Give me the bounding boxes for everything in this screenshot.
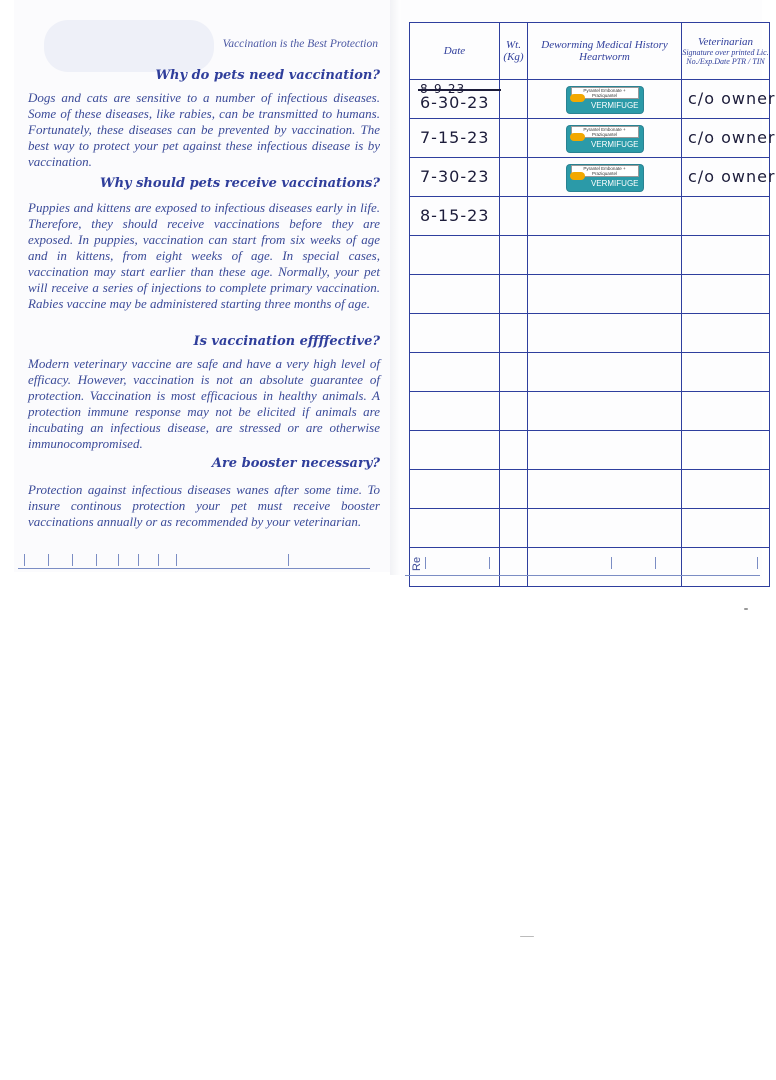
table-row xyxy=(410,80,770,119)
watermark-logo xyxy=(44,20,214,72)
vet-signature: c/o owner xyxy=(688,89,776,108)
header-date: Date xyxy=(410,23,500,80)
deworming-cell xyxy=(528,197,682,236)
weight-cell xyxy=(500,431,528,470)
weight-cell xyxy=(500,353,528,392)
vermifuge-sticker xyxy=(567,126,643,152)
date-cell xyxy=(410,353,500,392)
deworming-cell xyxy=(528,236,682,275)
bottom-ruler-right xyxy=(405,555,760,576)
section-body-why-vaccinate: Dogs and cats are sensitive to a number of infectious diseases. Some of these diseases, like rabies, can be transmitted to humans. Fortunately, these diseases can be prevented by vaccination. The best way to protect your pet against these infectious disease is by vaccination. xyxy=(28,90,380,169)
vet-cell xyxy=(682,509,770,548)
date-value: 6-30-23 xyxy=(420,93,490,112)
sticker-ingredients: Pyrantel Embonate + Praziquantel xyxy=(571,126,639,138)
date-cell xyxy=(410,509,500,548)
vet-cell xyxy=(682,158,776,197)
table-row xyxy=(410,314,770,353)
table-row xyxy=(410,431,770,470)
weight-cell xyxy=(500,236,528,275)
header-veterinarian xyxy=(682,23,770,80)
weight-cell xyxy=(500,275,528,314)
deworming-cell xyxy=(528,392,682,431)
date-cell xyxy=(410,275,500,314)
paper-speck xyxy=(744,608,748,610)
table-row xyxy=(410,275,770,314)
page-header: Vaccination is the Best Protection xyxy=(222,38,378,50)
sticker-label: VERMIFUGE xyxy=(590,101,639,110)
table-row xyxy=(410,119,770,158)
vet-cell xyxy=(682,314,770,353)
section-body-booster: Protection against infectious diseases wanes after some time. To insure continous protection your pet must receive booster vaccinations annually or as recommended by your veterinarian. xyxy=(28,482,380,529)
deworming-cell xyxy=(528,431,682,470)
section-body-effective: Modern veterinary vaccine are safe and have a very high level of efficacy. However, vaccination is not an absolute guarantee of protection. Vaccination is most efficacious in healthy animals. A protection immune response may not be elicited if animals are incubating an infectious disease, are stressed or are otherwise immunocompromised. xyxy=(28,356,380,451)
deworming-cell xyxy=(528,470,682,509)
weight-cell xyxy=(500,197,528,236)
table-row xyxy=(410,470,770,509)
date-cell xyxy=(410,197,500,236)
table-row xyxy=(410,509,770,548)
deworming-cell xyxy=(528,158,682,197)
header-weight: Wt. (Kg) xyxy=(500,23,528,80)
vet-signature: c/o owner xyxy=(688,167,776,186)
vet-cell xyxy=(682,392,770,431)
table-row xyxy=(410,236,770,275)
brand-logo-icon xyxy=(570,172,585,180)
vet-cell xyxy=(682,353,770,392)
weight-cell xyxy=(500,392,528,431)
weight-cell xyxy=(500,470,528,509)
table-row xyxy=(410,158,770,197)
page-gutter xyxy=(390,0,401,575)
paper-speck xyxy=(520,936,534,937)
header-vet-title: Veterinarian xyxy=(698,36,753,48)
vet-cell xyxy=(682,431,770,470)
header-vet-note: Signature over printed Lic. No./Exp.Date PTR / TIN xyxy=(682,48,769,66)
weight-cell xyxy=(500,509,528,548)
right-page xyxy=(401,0,776,580)
struck-date: 8-9-23 xyxy=(420,83,499,95)
date-cell xyxy=(410,392,500,431)
date-cell xyxy=(410,236,500,275)
vet-cell xyxy=(682,197,770,236)
table-row xyxy=(410,197,770,236)
section-body-why-receive: Puppies and kittens are exposed to infectious diseases early in life. Therefore, they should receive vaccinations before they are exposed. In puppies, vaccination can start from six weeks of age and in kittens, from eight weeks of age. In special cases, vaccination may start earlier than these age. Normally, your pet will receive a series of injections to complete primary vaccination. Rabies vaccine may be administered starting three months of age. xyxy=(28,200,380,311)
vet-cell xyxy=(682,80,776,119)
vet-signature: c/o owner xyxy=(688,128,776,147)
deworming-cell xyxy=(528,353,682,392)
vet-cell xyxy=(682,275,770,314)
weight-cell xyxy=(500,314,528,353)
vermifuge-sticker xyxy=(567,87,643,113)
table-row xyxy=(410,353,770,392)
deworming-cell xyxy=(528,119,682,158)
date-cell xyxy=(410,80,500,119)
vet-cell xyxy=(682,236,770,275)
vet-cell xyxy=(682,119,776,158)
header-deworming: Deworming Medical History Heartworm xyxy=(528,23,682,80)
table-row xyxy=(410,392,770,431)
section-heading-booster: Are booster necessary? xyxy=(211,456,380,471)
deworming-cell xyxy=(528,275,682,314)
date-cell xyxy=(410,470,500,509)
date-cell xyxy=(410,158,500,197)
deworming-cell xyxy=(528,509,682,548)
sticker-ingredients: Pyrantel Embonate + Praziquantel xyxy=(571,165,639,177)
section-heading-effective: Is vaccination effffective? xyxy=(193,334,380,349)
bottom-ruler xyxy=(18,552,370,569)
sticker-label: VERMIFUGE xyxy=(590,140,639,149)
bottom-label: Re xyxy=(411,556,423,571)
deworming-cell xyxy=(528,314,682,353)
weight-cell xyxy=(500,80,528,119)
sticker-label: VERMIFUGE xyxy=(590,179,639,188)
left-page xyxy=(14,0,390,572)
deworming-log-table xyxy=(409,22,776,587)
vet-cell xyxy=(682,470,770,509)
weight-cell xyxy=(500,158,528,197)
section-heading-why-vaccinate: Why do pets need vaccination? xyxy=(155,68,380,83)
date-value: 7-15-23 xyxy=(420,128,490,147)
date-value: 8-15-23 xyxy=(420,206,490,225)
weight-cell xyxy=(500,119,528,158)
date-cell xyxy=(410,431,500,470)
date-cell xyxy=(410,314,500,353)
deworming-cell xyxy=(528,80,682,119)
date-cell xyxy=(410,119,500,158)
vermifuge-sticker xyxy=(567,165,643,191)
brand-logo-icon xyxy=(570,133,585,141)
date-value: 7-30-23 xyxy=(420,167,490,186)
section-heading-why-receive: Why should pets receive vaccinations? xyxy=(99,176,380,191)
table-header-row xyxy=(410,23,770,80)
brand-logo-icon xyxy=(570,94,585,102)
sticker-ingredients: Pyrantel Embonate + Praziquantel xyxy=(571,87,639,99)
